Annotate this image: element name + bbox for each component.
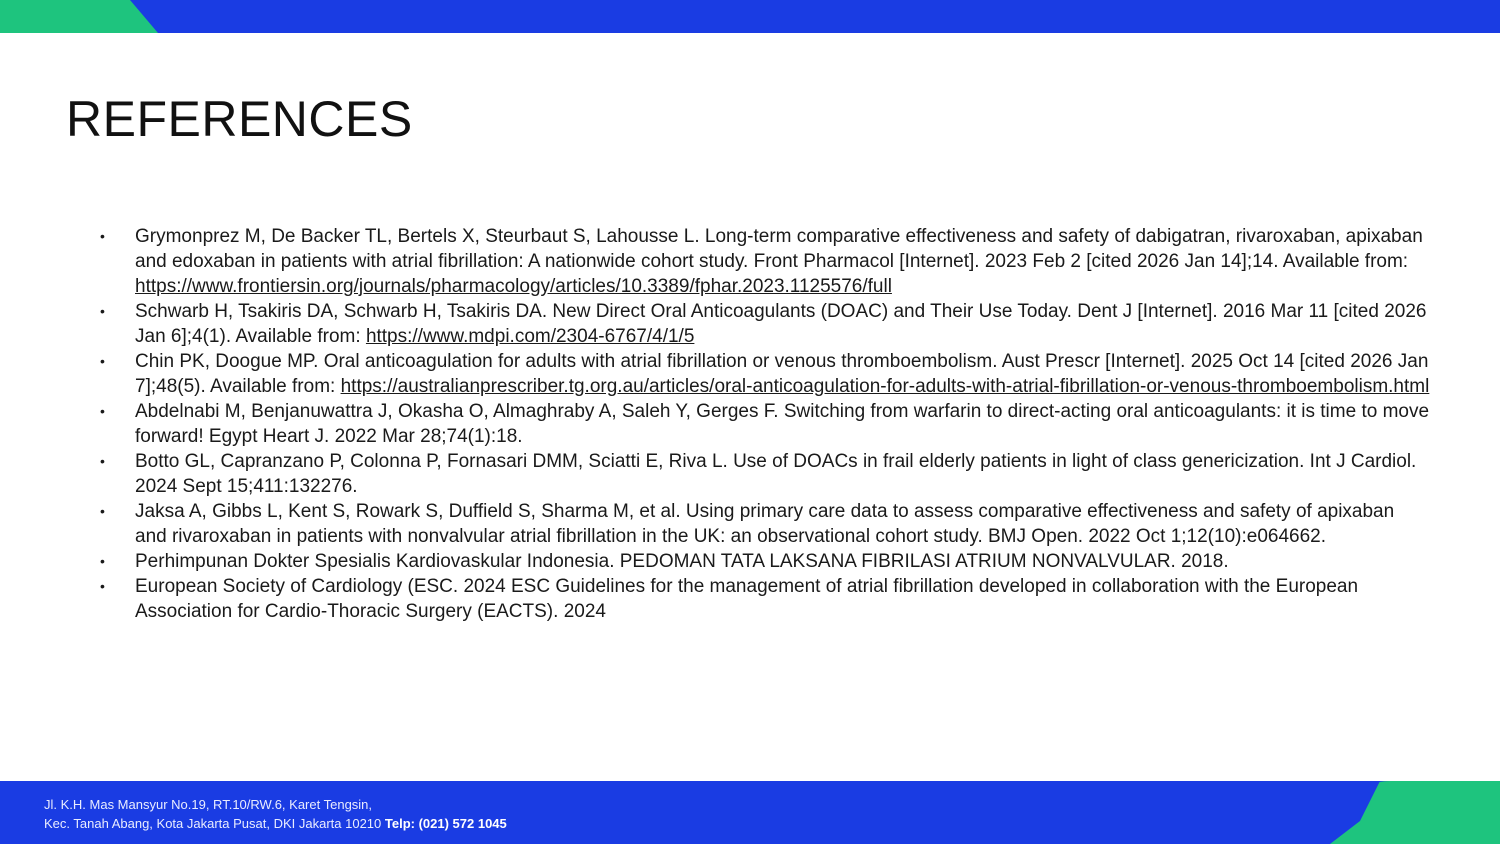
reference-item xyxy=(100,574,1430,624)
bullet-icon: • xyxy=(100,403,105,419)
bullet-icon: • xyxy=(100,503,105,519)
reference-link[interactable]: https://www.mdpi.com/2304-6767/4/1/5 xyxy=(365,326,695,347)
reference-item xyxy=(100,499,1430,549)
footer-address-line-2-text: Kec. Tanah Abang, Kota Jakarta Pusat, DKI Jakarta 10210 xyxy=(44,816,382,831)
reference-list xyxy=(100,224,1430,624)
reference-item xyxy=(100,349,1430,399)
bullet-icon: • xyxy=(100,553,105,569)
reference-text: Grymonprez M, De Backer TL, Bertels X, Steurbaut S, Lahousse L. Long-term comparative effectiveness and safety of dabigatran, rivaroxaban, apixaban and edoxaban in patients with atrial fibrillation: A nationwide cohort study. Front Pharmacol [Internet]. 2023 Feb 2 [cited 2026 Jan 14];14. Available from: xyxy=(135,226,1423,272)
reference-item xyxy=(100,399,1430,449)
reference-text: Perhimpunan Dokter Spesialis Kardiovaskular Indonesia. PEDOMAN TATA LAKSANA FIBRILASI ATRIUM NONVALVULAR. 2018. xyxy=(135,551,1229,572)
reference-text: Schwarb H, Tsakiris DA, Schwarb H, Tsakiris DA. New Direct Oral Anticoagulants (DOAC) and Their Use Today. Dent J [Internet]. 2016 Mar 11 [cited 2026 Jan 6];4(1). Available from: xyxy=(135,301,1427,347)
top-banner xyxy=(0,0,1500,33)
footer-address-line-2 xyxy=(44,814,507,833)
bullet-icon: • xyxy=(100,578,105,594)
reference-text: Botto GL, Capranzano P, Colonna P, Fornasari DMM, Sciatti E, Riva L. Use of DOACs in frail elderly patients in light of class genericization. Int J Cardiol. 2024 Sept 15;411:132276. xyxy=(135,451,1417,497)
footer-phone: Telp: (021) 572 1045 xyxy=(384,816,507,831)
reference-item xyxy=(100,549,1430,574)
reference-text: Chin PK, Doogue MP. Oral anticoagulation for adults with atrial fibrillation or venous thromboembolism. Aust Prescr [Internet]. 2025 Oct 14 [cited 2026 Jan 7];48(5). Available from: xyxy=(135,351,1429,397)
footer-address xyxy=(44,795,507,833)
reference-item xyxy=(100,224,1430,299)
bullet-icon: • xyxy=(100,303,105,319)
footer-address-line-1: Jl. K.H. Mas Mansyur No.19, RT.10/RW.6, Karet Tengsin, xyxy=(44,797,373,812)
reference-text: European Society of Cardiology (ESC. 2024 ESC Guidelines for the management of atrial fibrillation developed in collaboration with the European Association for Cardio-Thoracic Surgery (EACTS). 2024 xyxy=(135,576,1359,622)
bullet-icon: • xyxy=(100,353,105,369)
reference-text: Jaksa A, Gibbs L, Kent S, Rowark S, Duffield S, Sharma M, et al. Using primary care data to assess comparative effectiveness and safety of apixaban and rivaroxaban in patients with nonvalvular atrial fibrillation in the UK: an observational cohort study. BMJ Open. 2022 Oct 1;12(10):e064662. xyxy=(135,501,1395,547)
reference-link[interactable]: https://australianprescriber.tg.org.au/articles/oral-anticoagulation-for-adults-with-atrial-fibrillation-or-venous-thromboembolism.html xyxy=(340,376,1430,397)
reference-item xyxy=(100,449,1430,499)
bullet-icon: • xyxy=(100,228,105,244)
reference-text: Abdelnabi M, Benjanuwattra J, Okasha O, Almaghraby A, Saleh Y, Gerges F. Switching from warfarin to direct-acting oral anticoagulants: it is time to move forward! Egypt Heart J. 2022 Mar 28;74(1):18. xyxy=(135,401,1430,447)
reference-link[interactable]: https://www.frontiersin.org/journals/pharmacology/articles/10.3389/fphar.2023.1125576/full xyxy=(135,276,892,297)
page-title: REFERENCES xyxy=(66,91,413,147)
reference-item xyxy=(100,299,1430,349)
bullet-icon: • xyxy=(100,453,105,469)
